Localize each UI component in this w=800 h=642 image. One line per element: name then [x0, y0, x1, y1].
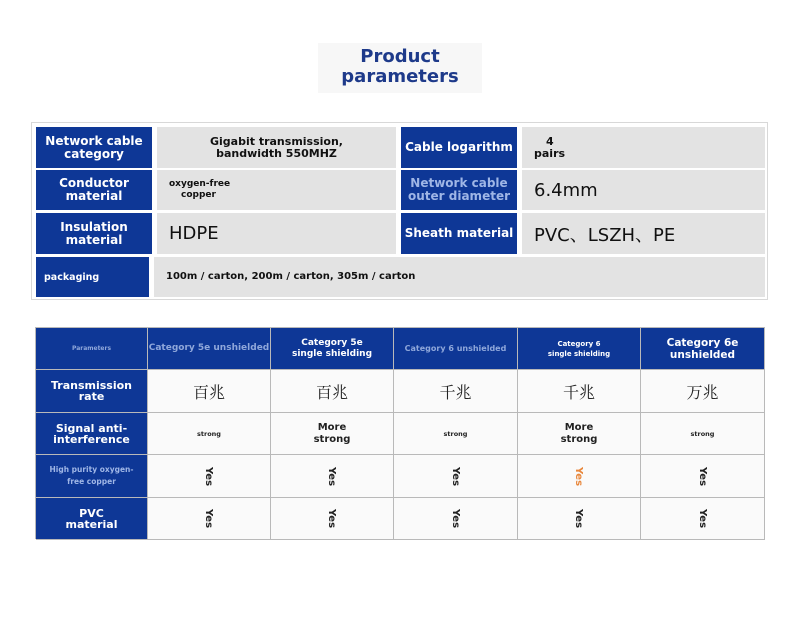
yes-text: Yes — [697, 466, 708, 486]
table-cell — [641, 498, 765, 540]
title-line-2: parameters — [341, 66, 459, 87]
cable-logarithm-number: 4 — [546, 134, 554, 148]
insulation-label: Insulation material — [36, 213, 152, 254]
column-header: Category 6 single shielding — [518, 328, 641, 370]
table-cell: 千兆 — [394, 370, 518, 413]
table-cell — [271, 498, 394, 540]
table-cell — [518, 455, 641, 498]
spec-table — [31, 122, 768, 300]
title-line-1: Product — [360, 46, 440, 67]
table-cell — [148, 455, 271, 498]
column-header: Category 5e single shielding — [271, 328, 394, 370]
column-header: Category 6 unshielded — [394, 328, 518, 370]
cable-logarithm-value — [522, 127, 765, 168]
packaging-value: 100m / carton, 200m / carton, 305m / carton — [154, 257, 765, 297]
row-label: PVC material — [36, 498, 148, 540]
comparison-corner: Parameters — [36, 328, 148, 370]
table-cell: 万兆 — [641, 370, 765, 413]
insulation-value: HDPE — [157, 213, 396, 254]
table-cell: 百兆 — [271, 370, 394, 413]
table-cell — [271, 455, 394, 498]
cable-category-value — [157, 127, 396, 168]
table-cell — [148, 498, 271, 540]
comparison-table — [35, 327, 765, 539]
outer-diameter-label: Network cable outer diameter — [401, 170, 517, 210]
column-header: Category 5e unshielded — [148, 328, 271, 370]
outer-diameter-value: 6.4mm — [522, 170, 765, 210]
cable-category-value-text: Gigabit transmission, bandwidth 550MHZ — [210, 134, 343, 160]
page-title — [318, 43, 482, 93]
cable-logarithm-label: Cable logarithm — [401, 127, 517, 168]
yes-text: Yes — [450, 508, 461, 529]
cable-logarithm-unit: pairs — [534, 146, 566, 160]
table-cell: More strong — [271, 413, 394, 455]
table-cell — [518, 498, 641, 540]
table-cell: strong — [394, 413, 518, 455]
table-cell: More strong — [518, 413, 641, 455]
yes-text: Yes — [203, 466, 215, 486]
row-label: High purity oxygen-free copper — [36, 455, 148, 498]
column-header: Category 6e unshielded — [641, 328, 765, 370]
yes-text: Yes — [326, 466, 338, 486]
sheath-value: PVC、LSZH、PE — [522, 213, 765, 254]
table-cell — [394, 455, 518, 498]
conductor-value-line-1: oxygen-free — [169, 179, 231, 189]
yes-text: Yes — [573, 508, 585, 529]
conductor-value — [157, 170, 396, 210]
conductor-value-line-2: copper — [181, 190, 216, 200]
table-cell — [641, 455, 765, 498]
table-cell: strong — [641, 413, 765, 455]
conductor-label: Conductor material — [36, 170, 152, 210]
cable-category-label: Network cable category — [36, 127, 152, 168]
yes-text: Yes — [573, 466, 585, 486]
yes-text: Yes — [697, 508, 708, 529]
sheath-label: Sheath material — [401, 213, 517, 254]
table-cell: 千兆 — [518, 370, 641, 413]
row-label: Signal anti-interference — [36, 413, 148, 455]
table-cell: 百兆 — [148, 370, 271, 413]
packaging-label: packaging — [36, 257, 149, 297]
row-label: Transmission rate — [36, 370, 148, 413]
yes-text: Yes — [203, 508, 215, 529]
yes-text: Yes — [450, 466, 461, 486]
table-cell — [394, 498, 518, 540]
yes-text: Yes — [326, 508, 338, 529]
table-cell: strong — [148, 413, 271, 455]
